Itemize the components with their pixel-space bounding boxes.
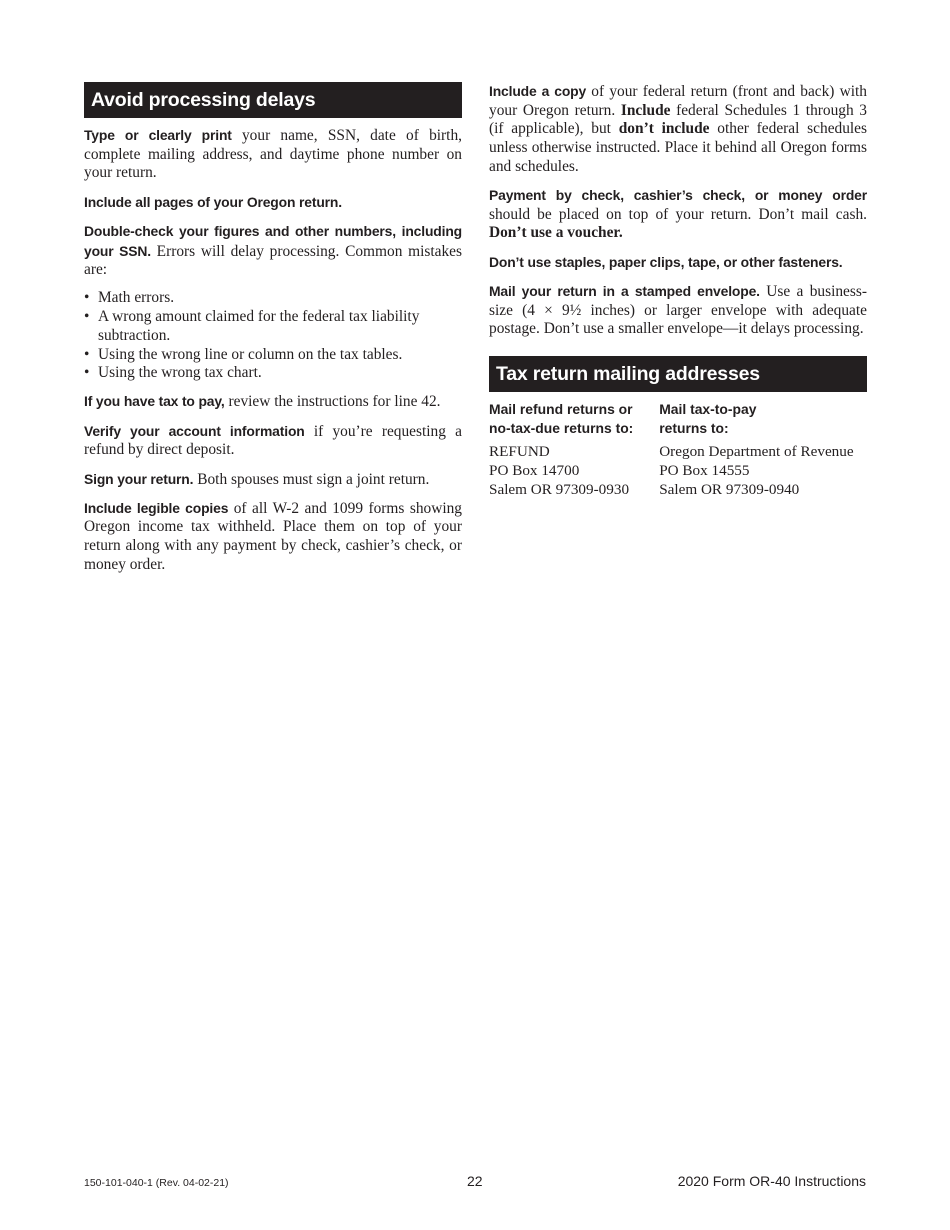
- print-text: your name, SSN, date of birth, complete mailing address, and daytime phone number on your return.: [84, 127, 462, 182]
- pay-address-heading: Mail tax-to-pay returns to:: [659, 400, 757, 436]
- bullet-icon: •: [84, 308, 90, 326]
- refund-address-line: REFUND: [489, 443, 550, 461]
- pay-address-line: Salem OR 97309-0940: [659, 480, 800, 498]
- tax-to-pay-lead: If you have tax to pay,: [84, 393, 225, 410]
- print-lead: Type or clearly print: [84, 127, 232, 143]
- mailing-addresses-header: Tax return mailing addresses: [489, 356, 867, 392]
- mistakes-list: [84, 289, 462, 383]
- pay-address-line: PO Box 14555: [659, 462, 750, 480]
- print-paragraph: [84, 126, 462, 183]
- verify-account-paragraph: [84, 422, 462, 460]
- bullet-icon: •: [84, 289, 90, 307]
- refund-address-column: [489, 400, 659, 500]
- avoid-delays-header: Avoid processing delays: [84, 82, 462, 118]
- page-number: 22: [467, 1173, 483, 1189]
- pages-paragraph: [84, 193, 462, 213]
- left-column: [84, 82, 462, 584]
- staples-paragraph: [489, 253, 867, 273]
- list-item: • Math errors.: [84, 289, 175, 307]
- sign-return-paragraph: [84, 470, 462, 490]
- sign-return-text: Both spouses must sign a joint return.: [193, 470, 430, 488]
- double-check-paragraph: [84, 222, 462, 280]
- list-item: • Using the wrong tax chart.: [84, 364, 262, 382]
- payment-lead: Payment by check, cashier’s check, or money order: [489, 187, 867, 204]
- list-item: • Using the wrong line or column on the tax tables.: [84, 345, 403, 363]
- list-item: • A wrong amount claimed for the federal tax liability subtraction.: [84, 308, 420, 344]
- legible-copies-text: of all W-2 and 1099 forms showing Oregon income tax withheld. Place them on top of your return along with any payment by check, cashier’s check, or money order.: [84, 499, 462, 573]
- pay-address-column: [659, 400, 867, 500]
- legible-copies-lead: Include legible copies: [84, 499, 229, 516]
- sign-return-lead: Sign your return.: [84, 470, 194, 487]
- bullet-icon: •: [84, 345, 90, 363]
- staples-lead: Don’t use staples, paper clips, tape, or other fasteners.: [489, 253, 843, 270]
- verify-account-lead: Verify your account information: [84, 422, 305, 439]
- pages-lead: Include all pages of your Oregon return.: [84, 193, 342, 210]
- double-check-lead: Double-check your figures and other numbers, including your SSN.: [84, 222, 462, 259]
- envelope-lead: Mail your return in a stamped envelope.: [489, 282, 760, 299]
- federal-copy-lead: Include a copy: [489, 83, 587, 99]
- refund-address-line: Salem OR 97309-0930: [489, 480, 630, 498]
- bullet-icon: •: [84, 364, 90, 382]
- form-number: 150-101-040-1 (Rev. 04-02-21): [84, 1177, 229, 1189]
- payment-paragraph: Payment by check, cashier’s check, or money order should be placed on top of your return. Don’t mail cash. Don’t use a voucher.: [489, 187, 867, 242]
- verify-account-text: if you’re requesting a refund by direct deposit.: [84, 422, 462, 459]
- legible-copies-paragraph: [84, 499, 462, 575]
- pay-address-line: Oregon Department of Revenue: [659, 443, 854, 461]
- tax-to-pay-paragraph: [84, 392, 462, 412]
- refund-address-line: PO Box 14700: [489, 462, 580, 480]
- federal-copy-paragraph: Include a copy of your federal return (front and back) with your Oregon return. Include federal Schedules 1 through 3 (if applicable), but don’t include other federal schedules unless otherwise instructed. Place it behind all Oregon forms and schedules.: [489, 83, 868, 175]
- address-table: [489, 400, 867, 500]
- double-check-text: Errors will delay processing. Common mistakes are:: [84, 242, 462, 279]
- tax-to-pay-text: review the instructions for line 42.: [224, 393, 441, 411]
- refund-address-heading: Mail refund returns or no-tax-due returns to:: [489, 400, 634, 436]
- footer-title: 2020 Form OR-40 Instructions: [677, 1173, 866, 1189]
- right-column: [489, 82, 867, 499]
- envelope-paragraph: Mail your return in a stamped envelope. Use a business-size (4 × 9½ inches) or larger envelope with adequate postage. Don’t use a smaller envelope—it delays processing.: [489, 282, 867, 338]
